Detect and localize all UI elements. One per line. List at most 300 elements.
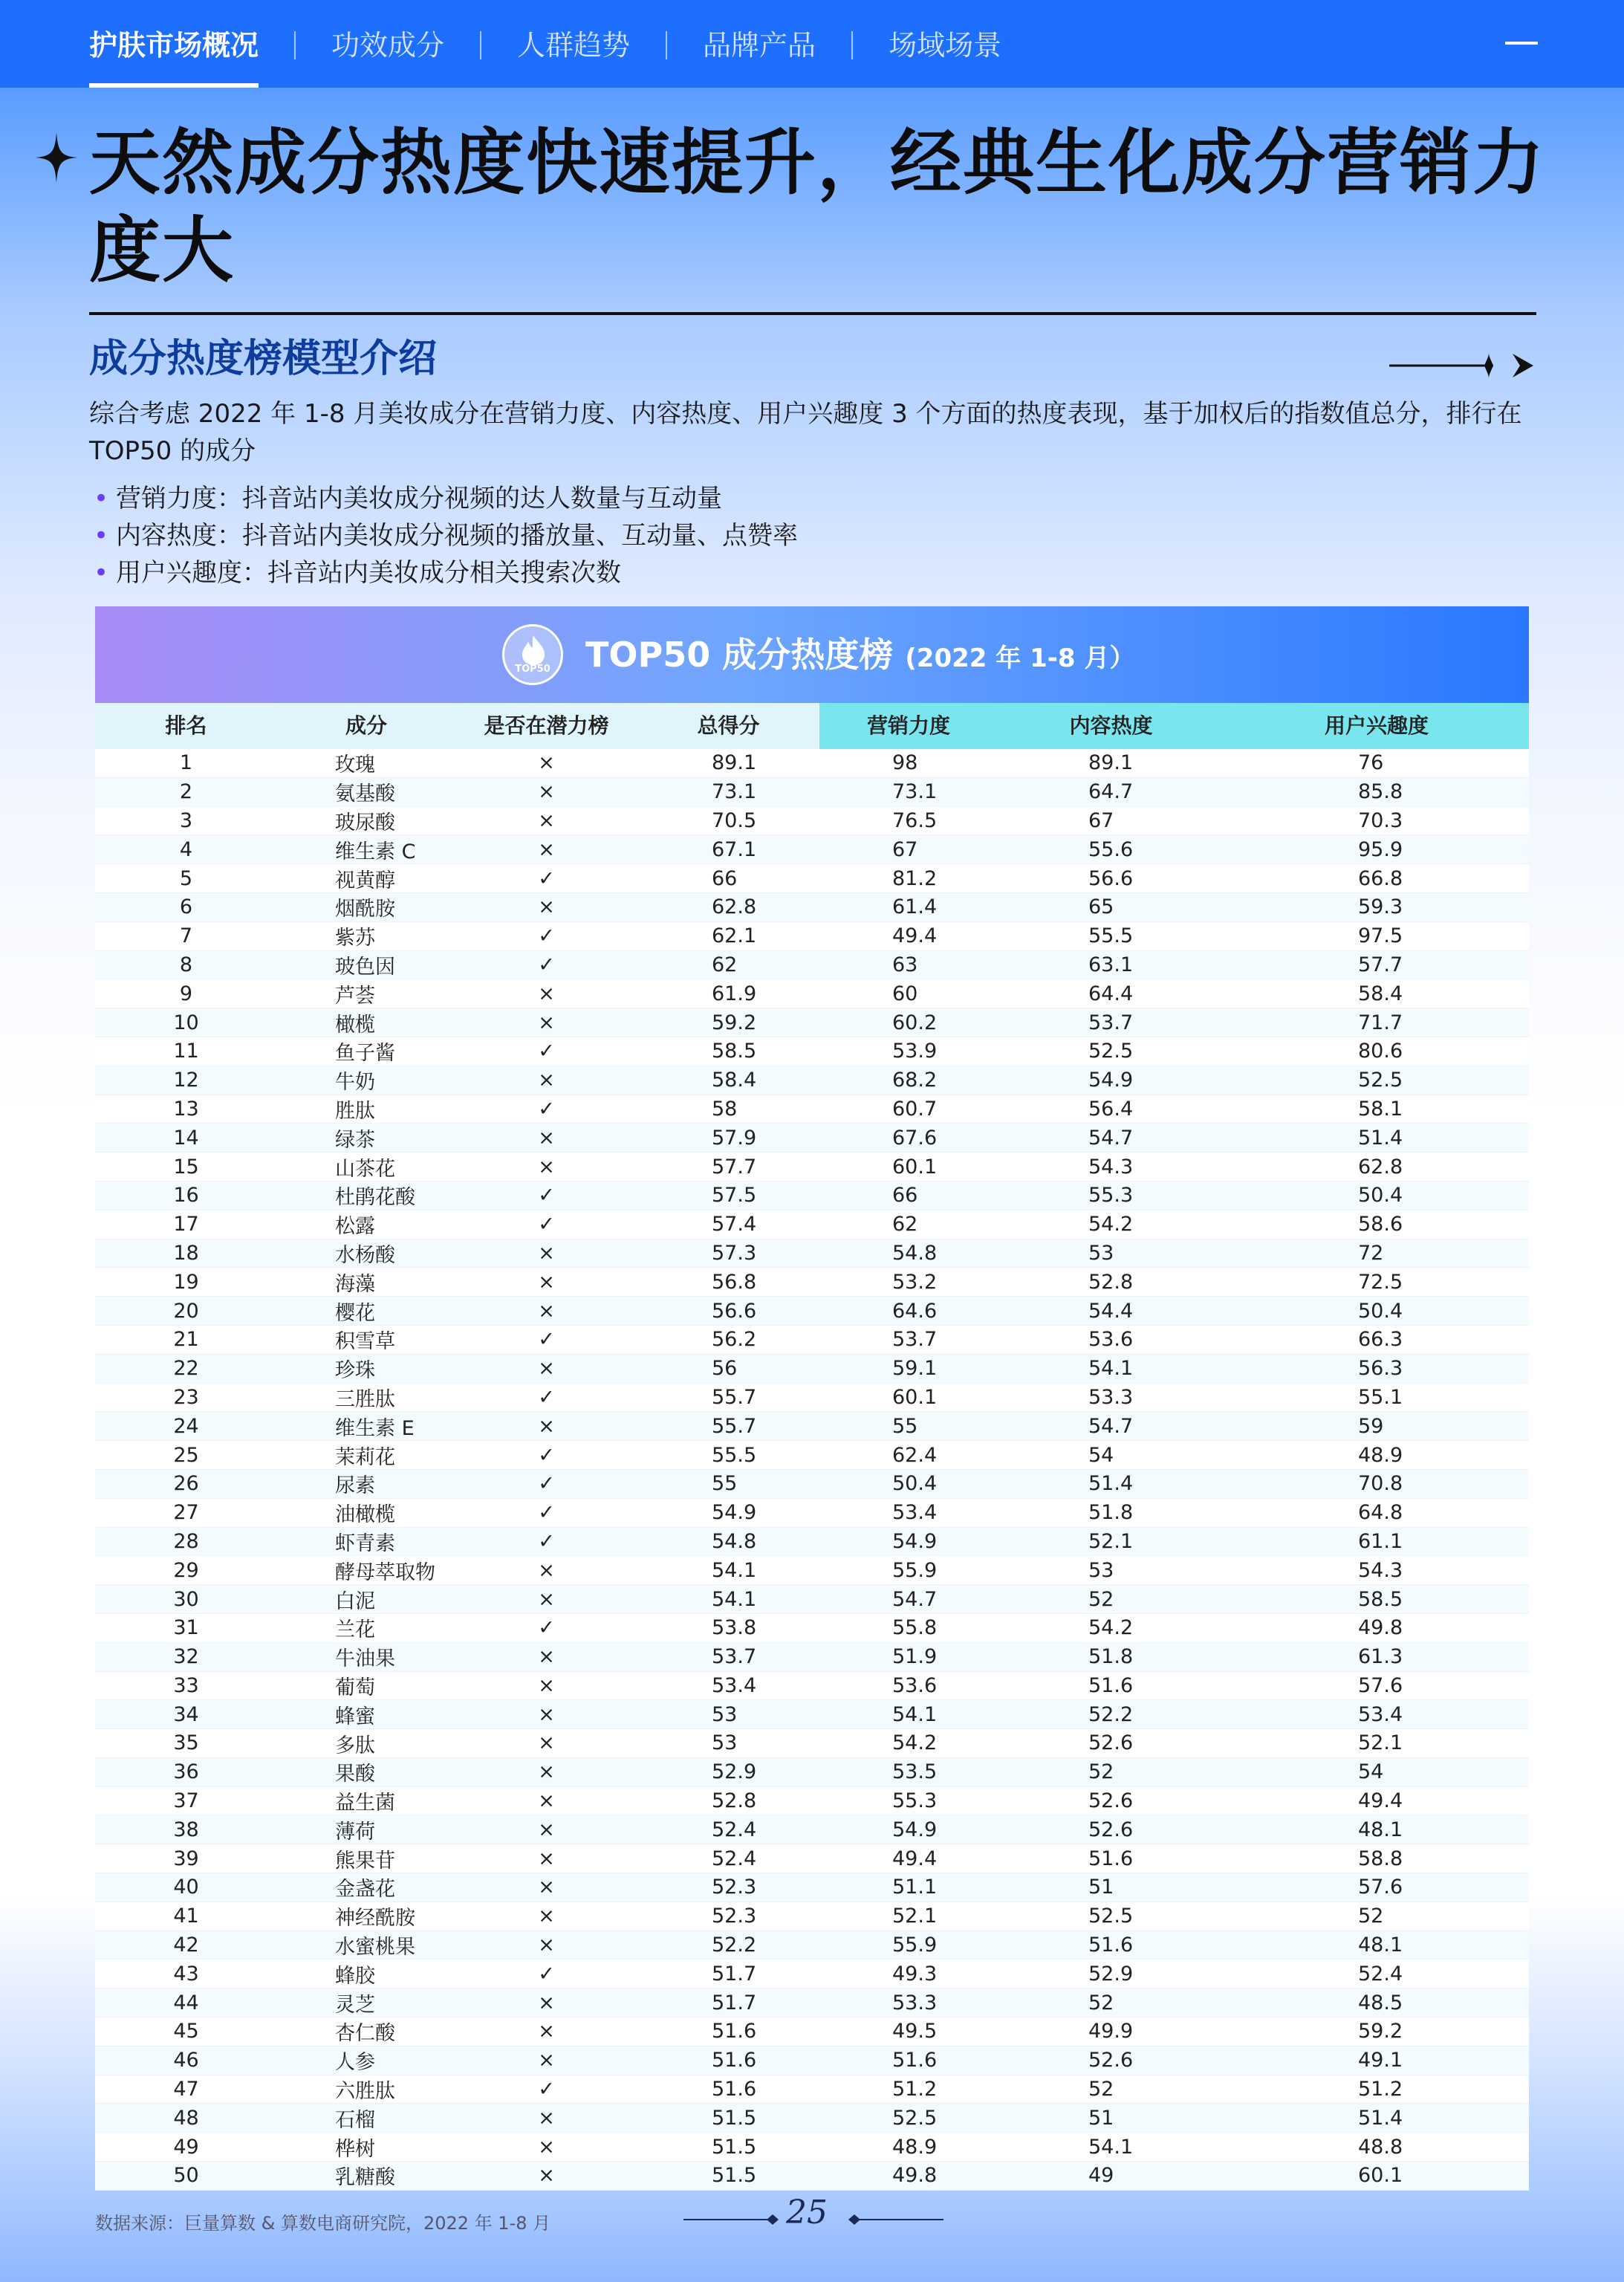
potential-cell: × [538,1847,555,1870]
potential-cell: ✓ [538,2078,555,2101]
total-score-cell: 53.7 [712,1645,757,1669]
content-cell: 51.6 [1088,1933,1134,1957]
ingredient-cell: 松露 [335,1215,375,1239]
ingredient-cell: 积雪草 [335,1330,395,1354]
potential-cell: × [538,1270,555,1294]
content-cell: 52.5 [1088,1905,1134,1928]
total-score-cell: 54.1 [712,1558,757,1582]
marketing-cell: 54.8 [892,1241,938,1265]
ingredient-cell: 牛油果 [335,1647,395,1671]
bullet-item: • 用户兴趣度：抖音站内美妆成分相关搜索次数 [89,554,1501,591]
interest-cell: 52.5 [1358,1069,1403,1092]
content-cell: 54 [1088,1443,1114,1467]
ingredient-cell: 石榴 [335,2108,375,2132]
potential-cell: ✓ [538,1472,555,1496]
content-cell: 54.2 [1088,1213,1134,1236]
column-header-rank: 排名 [95,703,277,749]
total-score-cell: 56 [712,1357,738,1381]
table-row [95,1585,1529,1614]
menu-icon[interactable] [1505,42,1538,45]
rank-cell: 14 [173,1126,199,1150]
column-header-total: 总得分 [637,703,819,749]
content-cell: 55.5 [1088,924,1134,948]
table-row [95,749,1529,778]
ingredient-cell: 茉莉花 [335,1445,395,1469]
table-row [95,2133,1529,2162]
marketing-cell: 67.6 [892,1126,938,1150]
potential-cell: × [538,1299,555,1323]
rank-cell: 6 [179,895,193,919]
total-score-cell: 57.9 [712,1126,757,1150]
table-row [95,1066,1529,1095]
marketing-cell: 53.9 [892,1040,938,1063]
total-score-cell: 51.7 [712,1962,757,1986]
content-cell: 52 [1088,2078,1114,2101]
total-score-cell: 56.2 [712,1328,757,1352]
interest-cell: 61.3 [1358,1645,1403,1669]
marketing-cell: 60.7 [892,1097,938,1121]
table-row [95,1988,1529,2017]
ingredient-cell: 海藻 [335,1272,375,1296]
interest-cell: 64.8 [1358,1501,1403,1525]
table-row [95,2162,1529,2191]
ranking-table [95,606,1529,2189]
nav-separator [851,31,853,59]
intro-text: 综合考虑 2022 年 1-8 月美妆成分在营销力度、内容热度、用户兴趣度 3 个方面的热度表现，基于加权后的指数值总分，排行在 TOP50 的成分 [89,399,1522,466]
interest-cell: 48.5 [1358,1991,1403,2014]
interest-cell: 85.8 [1358,780,1403,804]
rank-cell: 33 [173,1673,199,1697]
marketing-cell: 81.2 [892,866,938,890]
ingredient-cell: 紫苏 [335,927,375,950]
rank-cell: 5 [179,866,193,890]
table-row [95,1902,1529,1931]
content-cell: 52.9 [1088,1962,1134,1986]
potential-cell: × [538,1126,555,1150]
ingredient-cell: 白泥 [335,1589,375,1613]
rank-cell: 4 [179,837,193,861]
table-row [95,1008,1529,1037]
content-cell: 64.4 [1088,982,1134,1005]
table-row [95,1643,1529,1672]
total-score-cell: 53.4 [712,1673,757,1697]
content-cell: 52 [1088,1991,1114,2014]
content-cell: 54.1 [1088,1357,1134,1381]
potential-cell: × [538,895,555,919]
ingredient-cell: 玻色因 [335,955,395,979]
ingredient-cell: 益生菌 [335,1792,395,1815]
ingredient-cell: 兰花 [335,1618,375,1642]
content-cell: 52.6 [1088,1789,1134,1813]
total-score-cell: 53 [712,1731,738,1755]
rank-cell: 2 [179,780,193,804]
rank-cell: 44 [173,1991,199,2014]
total-score-cell: 54.9 [712,1501,757,1525]
interest-cell: 48.9 [1358,1443,1403,1467]
nav-tab-0[interactable]: 护肤市场概况 [89,22,259,68]
marketing-cell: 49.5 [892,2020,938,2043]
potential-cell: × [538,1011,555,1034]
total-score-cell: 58.4 [712,1069,757,1092]
ingredient-cell: 鱼子酱 [335,1042,395,1066]
content-cell: 63.1 [1088,953,1134,976]
rank-cell: 15 [173,1155,199,1179]
bullet-item: • 营销力度：抖音站内美妆成分视频的达人数量与互动量 [89,480,1501,517]
total-score-cell: 51.6 [712,2078,757,2101]
column-header-marketing: 营销力度 [819,703,998,749]
total-score-cell: 57.3 [712,1241,757,1265]
rank-cell: 32 [173,1645,199,1669]
total-score-cell: 53 [712,1702,738,1726]
ingredient-cell: 杜鹃花酸 [335,1186,415,1210]
rank-cell: 13 [173,1097,199,1121]
total-score-cell: 61.9 [712,982,757,1005]
table-row [95,1095,1529,1124]
ingredient-cell: 蜂蜜 [335,1705,375,1728]
table-row [95,1528,1529,1557]
ingredient-cell: 氨基酸 [335,782,395,806]
interest-cell: 48.1 [1358,1818,1403,1841]
content-cell: 64.7 [1088,780,1134,804]
potential-cell: × [538,2164,555,2188]
marketing-cell: 59.1 [892,1357,938,1381]
total-score-cell: 54.8 [712,1529,757,1553]
rank-cell: 12 [173,1069,199,1092]
marketing-cell: 52.1 [892,1905,938,1928]
interest-cell: 54 [1358,1760,1384,1784]
rank-cell: 25 [173,1443,199,1467]
potential-cell: ✓ [538,1213,555,1236]
interest-cell: 60.1 [1358,2164,1403,2188]
bullet-item: • 内容热度：抖音站内美妆成分视频的播放量、互动量、点赞率 [89,517,1501,554]
potential-cell: × [538,1760,555,1784]
table-row [95,2075,1529,2104]
potential-cell: × [538,1876,555,1899]
marketing-cell: 55.8 [892,1616,938,1640]
total-score-cell: 51.5 [712,2164,757,2188]
ingredient-cell: 熊果苷 [335,1849,395,1873]
total-score-cell: 57.7 [712,1155,757,1179]
rank-cell: 49 [173,2135,199,2159]
rank-cell: 27 [173,1501,199,1525]
content-cell: 49.9 [1088,2020,1134,2043]
interest-cell: 56.3 [1358,1357,1403,1381]
table-title-suffix: (2022 年 1-8 月） [905,644,1135,673]
content-cell: 53.3 [1088,1385,1134,1409]
rank-cell: 34 [173,1702,199,1726]
total-score-cell: 51.5 [712,2106,757,2130]
nav-tab-2[interactable]: 人群趋势 [517,29,631,62]
marketing-cell: 48.9 [892,2135,938,2159]
interest-cell: 66.8 [1358,866,1403,890]
total-score-cell: 54.1 [712,1587,757,1611]
interest-cell: 70.3 [1358,808,1403,832]
content-cell: 54.2 [1088,1616,1134,1640]
potential-cell: ✓ [538,1616,555,1640]
sparkle-icon [36,132,77,183]
interest-cell: 54.3 [1358,1558,1403,1582]
table-row [95,1412,1529,1441]
potential-cell: ✓ [538,1040,555,1063]
interest-cell: 49.1 [1358,2049,1403,2072]
potential-cell: × [538,1587,555,1611]
interest-cell: 58.8 [1358,1847,1403,1870]
table-row [95,1700,1529,1729]
nav-tab-1[interactable]: 功效成分 [331,29,445,62]
marketing-cell: 54.1 [892,1702,938,1726]
potential-cell: ✓ [538,1443,555,1467]
marketing-cell: 53.4 [892,1501,938,1525]
ingredient-cell: 灵芝 [335,1993,375,2017]
marketing-cell: 55.9 [892,1558,938,1582]
total-score-cell: 52.4 [712,1847,757,1870]
interest-cell: 58.1 [1358,1097,1403,1121]
table-row [95,1844,1529,1873]
content-cell: 54.3 [1088,1155,1134,1179]
table-row [95,2046,1529,2075]
ingredient-cell: 胜肽 [335,1099,375,1123]
total-score-cell: 57.4 [712,1213,757,1236]
table-row [95,1758,1529,1787]
rank-cell: 19 [173,1270,199,1294]
marketing-cell: 63 [892,953,918,976]
rank-cell: 41 [173,1905,199,1928]
table-row [95,1124,1529,1153]
rank-cell: 21 [173,1328,199,1352]
content-cell: 53 [1088,1558,1114,1582]
table-row [95,1499,1529,1528]
content-cell: 52 [1088,1760,1114,1784]
content-cell: 53.7 [1088,1011,1134,1034]
marketing-cell: 67 [892,837,918,861]
content-cell: 89.1 [1088,751,1134,775]
total-score-cell: 73.1 [712,780,757,804]
total-score-cell: 52.8 [712,1789,757,1813]
table-row [95,1239,1529,1268]
marketing-cell: 53.3 [892,1991,938,2014]
ingredient-cell: 人参 [335,2051,375,2075]
content-cell: 51 [1088,2106,1114,2130]
rank-cell: 17 [173,1213,199,1236]
rank-cell: 22 [173,1357,199,1381]
table-title-main: TOP50 成分热度榜 [585,635,894,675]
interest-cell: 59.3 [1358,895,1403,919]
table-row [95,951,1529,980]
marketing-cell: 54.2 [892,1731,938,1755]
table-row [95,1556,1529,1585]
marketing-cell: 61.4 [892,895,938,919]
rank-cell: 48 [173,2106,199,2130]
marketing-cell: 62.4 [892,1443,938,1467]
rank-cell: 1 [179,751,193,775]
ingredient-cell: 薄荷 [335,1820,375,1844]
ingredient-cell: 维生素 E [335,1416,415,1440]
ingredient-cell: 蜂胶 [335,1964,375,1988]
potential-cell: × [538,1673,555,1697]
table-row [95,1181,1529,1210]
table-row [95,1873,1529,1902]
nav-tabs [89,22,1001,68]
rank-cell: 23 [173,1385,199,1409]
marketing-cell: 68.2 [892,1069,938,1092]
page-number: 25 [786,2194,828,2231]
content-cell: 56.6 [1088,866,1134,890]
interest-cell: 51.4 [1358,1126,1403,1150]
ingredient-cell: 维生素 C [335,840,416,863]
total-score-cell: 70.5 [712,808,757,832]
potential-cell: × [538,1357,555,1381]
marketing-cell: 49.4 [892,1847,938,1870]
interest-cell: 48.1 [1358,1933,1403,1957]
ingredient-cell: 果酸 [335,1763,375,1786]
badge-label: TOP50 [515,664,550,675]
total-score-cell: 57.5 [712,1184,757,1208]
ingredient-cell: 多肽 [335,1734,375,1757]
table-title [585,629,1134,684]
potential-cell: × [538,2020,555,2043]
potential-cell: ✓ [538,1184,555,1208]
ingredient-cell: 山茶花 [335,1157,395,1181]
total-score-cell: 58.5 [712,1040,757,1063]
potential-cell: × [538,1731,555,1755]
ingredient-cell: 金盏花 [335,1878,395,1902]
interest-cell: 53.4 [1358,1702,1403,1726]
interest-cell: 51.4 [1358,2106,1403,2130]
rank-cell: 39 [173,1847,199,1870]
rank-cell: 29 [173,1558,199,1582]
potential-cell: × [538,1702,555,1726]
total-score-cell: 52.9 [712,1760,757,1784]
marketing-cell: 55.9 [892,1933,938,1957]
total-score-cell: 67.1 [712,837,757,861]
content-cell: 54.9 [1088,1069,1134,1092]
potential-cell: ✓ [538,1501,555,1525]
total-score-cell: 89.1 [712,751,757,775]
column-header-content: 内容热度 [998,703,1224,749]
ingredient-cell: 玻尿酸 [335,811,395,834]
table-row [95,1355,1529,1384]
column-header-potential: 是否在潜力榜 [455,703,637,749]
potential-cell: × [538,1069,555,1092]
content-cell: 52.1 [1088,1529,1134,1553]
ingredient-cell: 珍珠 [335,1359,375,1383]
marketing-cell: 49.3 [892,1962,938,1986]
top-nav [0,0,1624,88]
total-score-cell: 62.8 [712,895,757,919]
table-row [95,2017,1529,2046]
rank-cell: 9 [179,982,193,1005]
rank-cell: 50 [173,2164,199,2188]
table-row [95,893,1529,922]
ingredient-cell: 水杨酸 [335,1243,395,1267]
interest-cell: 97.5 [1358,924,1403,948]
content-cell: 55.6 [1088,837,1134,861]
rank-cell: 20 [173,1299,199,1323]
nav-separator [666,31,667,59]
top50-badge [502,624,563,685]
interest-cell: 49.4 [1358,1789,1403,1813]
rank-cell: 31 [173,1616,199,1640]
total-score-cell: 62 [712,953,738,976]
ingredient-cell: 杏仁酸 [335,2022,395,2046]
total-score-cell: 51.5 [712,2135,757,2159]
title-divider [89,312,1536,315]
interest-cell: 57.6 [1358,1673,1403,1697]
interest-cell: 95.9 [1358,837,1403,861]
marketing-cell: 51.1 [892,1876,938,1899]
table-row [95,778,1529,807]
potential-cell: × [538,2049,555,2072]
rank-cell: 16 [173,1184,199,1208]
bullet-list [89,480,1501,591]
column-header-ingredient: 成分 [277,703,455,749]
table-row [95,979,1529,1008]
nav-separator [480,31,481,59]
interest-cell: 58.6 [1358,1213,1403,1236]
potential-cell: × [538,1818,555,1841]
marketing-cell: 73.1 [892,780,938,804]
table-row [95,1787,1529,1816]
ingredient-cell: 虾青素 [335,1531,395,1555]
table-row [95,807,1529,836]
interest-cell: 61.1 [1358,1529,1403,1553]
ingredient-cell: 六胜肽 [335,2080,395,2104]
interest-cell: 62.8 [1358,1155,1403,1179]
rank-cell: 47 [173,2078,199,2101]
content-cell: 53.6 [1088,1328,1134,1352]
marketing-cell: 52.5 [892,2106,938,2130]
total-score-cell: 55.7 [712,1414,757,1438]
ingredient-cell: 三胜肽 [335,1387,395,1411]
interest-cell: 58.4 [1358,982,1403,1005]
marketing-cell: 55.3 [892,1789,938,1813]
interest-cell: 59.2 [1358,2020,1403,2043]
interest-cell: 72.5 [1358,1270,1403,1294]
interest-cell: 57.7 [1358,953,1403,976]
rank-cell: 42 [173,1933,199,1957]
table-row [95,1210,1529,1239]
total-score-cell: 55 [712,1472,738,1496]
content-cell: 51.8 [1088,1645,1134,1669]
potential-cell: ✓ [538,866,555,890]
page-title: 天然成分热度快速提升，经典生化成分营销力度大 [89,121,1545,292]
interest-cell: 50.4 [1358,1299,1403,1323]
rank-cell: 30 [173,1587,199,1611]
potential-cell: × [538,780,555,804]
rank-cell: 11 [173,1040,199,1063]
ingredient-cell: 酵母萃取物 [335,1560,435,1584]
rank-cell: 7 [179,924,193,948]
nav-tab-3[interactable]: 品牌产品 [703,29,816,62]
interest-cell: 72 [1358,1241,1384,1265]
ingredient-cell: 葡萄 [335,1676,375,1699]
nav-tab-4[interactable]: 场域场景 [889,29,1002,62]
interest-cell: 50.4 [1358,1184,1403,1208]
marketing-cell: 50.4 [892,1472,938,1496]
table-row [95,1297,1529,1326]
content-cell: 54.4 [1088,1299,1134,1323]
content-cell: 51.4 [1088,1472,1134,1496]
potential-cell: × [538,751,555,775]
rank-cell: 46 [173,2049,199,2072]
marketing-cell: 54.9 [892,1818,938,1841]
content-cell: 51.6 [1088,1847,1134,1870]
content-cell: 51 [1088,1876,1114,1899]
rank-cell: 38 [173,1818,199,1841]
total-score-cell: 62.1 [712,924,757,948]
interest-cell: 80.6 [1358,1040,1403,1063]
rank-cell: 43 [173,1962,199,1986]
